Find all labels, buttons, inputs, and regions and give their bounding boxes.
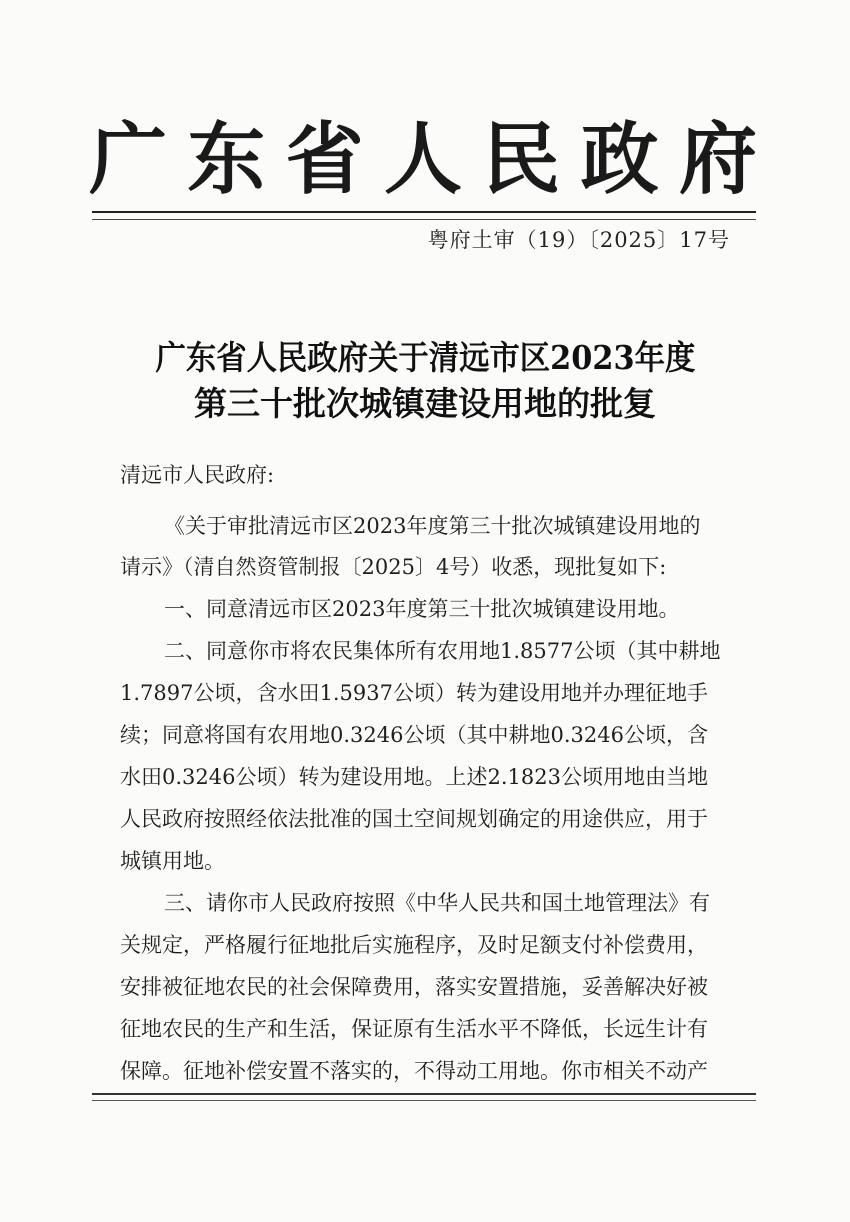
letterhead xyxy=(88,110,758,210)
letterhead-char: 府 xyxy=(678,114,757,205)
letterhead-char: 政 xyxy=(580,114,659,205)
body-line: 关规定，严格履行征地批后实施程序，及时足额支付补偿费用， xyxy=(120,933,708,957)
body-line: 三、请你市人民政府按照《中华人民共和国土地管理法》有 xyxy=(164,891,710,915)
document-title-line-1: 广东省人民政府关于清远市区2023年度 xyxy=(155,338,695,377)
letterhead-char: 人 xyxy=(383,114,462,205)
addressee: 清远市人民政府: xyxy=(120,463,275,487)
document-number: 粤府土审（19）〔2025〕17号 xyxy=(427,228,730,252)
body-line: 安排被征地农民的社会保障费用，落实安置措施，妥善解决好被 xyxy=(120,975,708,999)
header-divider xyxy=(92,211,756,220)
body-line: 城镇用地。 xyxy=(120,849,225,873)
body-line: 水田0.3246公顷）转为建设用地。上述2.1823公顷用地由当地 xyxy=(120,765,708,789)
body-line: 一、同意清远市区2023年度第三十批次城镇建设用地。 xyxy=(164,597,680,621)
body-line: 人民政府按照经依法批准的国土空间规划确定的用途供应，用于 xyxy=(120,807,708,831)
body-line: 1.7897公顷，含水田1.5937公顷）转为建设用地并办理征地手 xyxy=(120,681,708,705)
body-line: 征地农民的生产和生活，保证原有生活水平不降低，长远生计有 xyxy=(120,1017,708,1041)
body-line: 续；同意将国有农用地0.3246公顷（其中耕地0.3246公顷，含 xyxy=(120,723,708,747)
body-line: 《关于审批清远市区2023年度第三十批次城镇建设用地的 xyxy=(164,514,701,538)
letterhead-char: 广 xyxy=(88,114,167,205)
document-title-line-2: 第三十批次城镇建设用地的批复 xyxy=(194,384,656,423)
letterhead-char: 民 xyxy=(482,114,561,205)
letterhead-char: 东 xyxy=(187,114,266,205)
body-line: 保障。征地补偿安置不落实的，不得动工用地。你市相关不动产 xyxy=(120,1059,708,1083)
letterhead-char: 省 xyxy=(285,114,364,205)
body-line: 请示》（清自然资管制报〔2025〕4号）收悉，现批复如下: xyxy=(120,555,667,579)
footer-divider xyxy=(92,1093,756,1101)
body-line: 二、同意你市将农民集体所有农用地1.8577公顷（其中耕地 xyxy=(164,639,721,663)
